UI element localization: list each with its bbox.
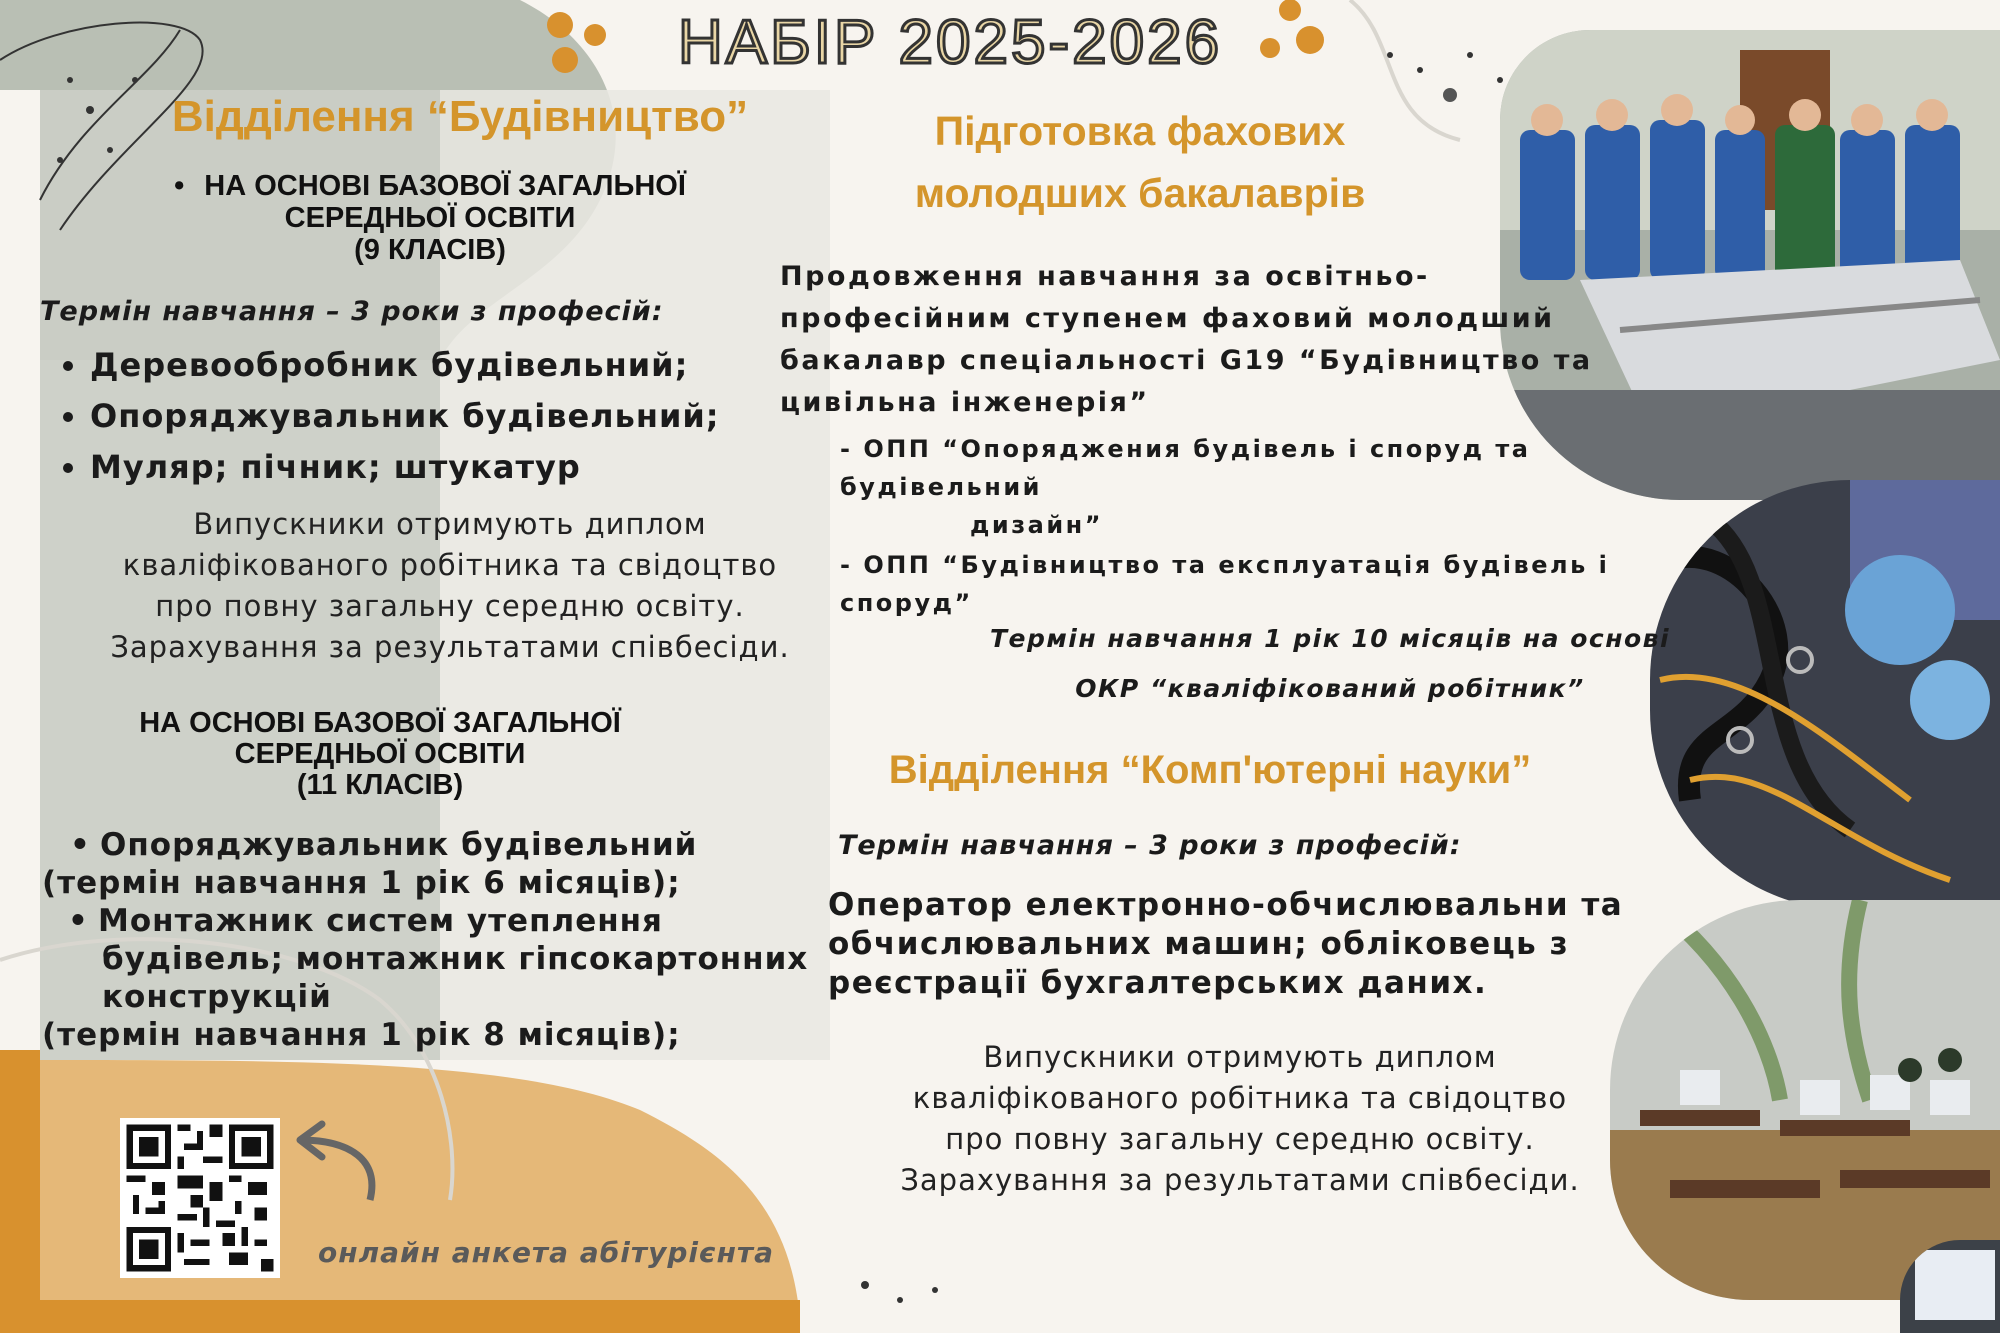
list-item: Монтажник систем утеплення <box>98 903 663 939</box>
cs-profession-line: обчислювальних машин; обліковець з <box>828 926 1570 962</box>
training-title-line2: молодших бакалаврів <box>914 170 1366 216</box>
cs-professions <box>828 886 1658 1003</box>
term-9-classes: Термін навчання – 3 роки з професій: <box>40 296 664 327</box>
professions-9-list <box>40 340 720 493</box>
graduates-line: Зарахування за результатами співбесіди. <box>900 1163 1580 1197</box>
continuation-line: Продовження навчання за освітньо- <box>780 261 1430 292</box>
list-item: • Опоряджувальник будівельний; <box>90 391 720 442</box>
program-line: - ОПП “Будівництво та експлуатація будівель і <box>840 551 1610 579</box>
cs-profession-line: Оператор електронно-обчислювальни та <box>828 887 1624 923</box>
list-item-cont: конструкцій <box>102 979 332 1015</box>
list-item-term: (термін навчання 1 рік 6 місяців); <box>42 865 681 901</box>
page-title: НАБІР 2025-2026 <box>677 8 1223 77</box>
term-okr-line2: ОКР “кваліфікований робітник” <box>1075 674 1585 703</box>
climbing-gear-photo <box>1650 480 2000 910</box>
computer-class-photo <box>1610 900 2000 1300</box>
base11-header-line3: (11 КЛАСІВ) <box>296 769 464 801</box>
list-item-term: (термін навчання 1 рік 8 місяців); <box>42 1017 681 1053</box>
program-line: будівельний <box>840 473 1042 501</box>
program-2 <box>840 546 1660 622</box>
program-line: споруд” <box>840 589 973 617</box>
continuation-line: професійним ступенем фаховий молодший <box>780 303 1555 334</box>
training-title <box>860 100 1420 224</box>
graduates-line: про повну загальну середню освіту. <box>945 1122 1535 1156</box>
cs-profession-line: реєстрації бухгалтерських даних. <box>828 965 1488 1001</box>
graduates-line: кваліфікованого робітника та свідоцтво <box>912 1081 1568 1115</box>
continuation-text <box>780 256 1630 424</box>
term-okr-line1: Термін навчання 1 рік 10 місяців на основі <box>989 624 1671 653</box>
qr-code[interactable] <box>120 1118 280 1278</box>
cs-dept-title: Відділення “Комп'ютерні науки” <box>888 748 1532 792</box>
graduates-line: кваліфікованого робітника та свідоцтво <box>122 548 778 582</box>
qr-caption[interactable]: онлайн анкета абітурієнта <box>318 1236 775 1269</box>
bullet-icon: • <box>68 903 89 939</box>
list-item: • Муляр; пічник; штукатур <box>90 442 720 493</box>
professions-11-list <box>42 826 822 1054</box>
construction-dept-title: Відділення “Будівництво” <box>171 92 749 141</box>
bullet-icon: • <box>70 827 91 863</box>
graduates-info-left <box>80 504 820 668</box>
program-line: - ОПП “Опоряджения будівель і споруд та <box>840 435 1531 463</box>
continuation-line: цивільна інженерія” <box>780 387 1150 418</box>
continuation-line: бакалавр спеціальності G19 “Будівництво та <box>780 345 1593 376</box>
base11-header-line2: СЕРЕДНЬОЇ ОСВІТИ <box>234 738 526 770</box>
program-line: дизайн” <box>970 511 1104 539</box>
list-item: • Деревообробник будівельний; <box>90 340 720 391</box>
list-item-cont: будівель; монтажник гіпсокартонних <box>102 941 809 977</box>
list-item: Опоряджувальник будівельний <box>100 827 698 863</box>
term-cs: Термін навчання – 3 роки з професій: <box>838 830 1462 861</box>
graduates-line: про повну загальну середню освіту. <box>155 589 745 623</box>
base9-header <box>90 170 770 266</box>
graduates-line: Випускники отримують диплом <box>983 1040 1497 1074</box>
qr-code-icon <box>120 1118 280 1278</box>
graduates-line: Випускники отримують диплом <box>193 507 707 541</box>
base11-header <box>80 708 680 801</box>
training-title-line1: Підготовка фахових <box>934 108 1346 154</box>
base11-header-line1: НА ОСНОВІ БАЗОВОЇ ЗАГАЛЬНОЇ <box>139 707 621 739</box>
graduates-info-right <box>870 1037 1610 1201</box>
base9-header-line3: (9 КЛАСІВ) <box>354 234 506 266</box>
program-1 <box>840 430 1660 544</box>
base9-header-line1: НА ОСНОВІ БАЗОВОЇ ЗАГАЛЬНОЇ <box>204 170 686 202</box>
bullet-icon: • <box>174 170 185 202</box>
term-okr <box>960 614 1700 714</box>
graduates-line: Зарахування за результатами співбесіди. <box>110 630 790 664</box>
base9-header-line2: СЕРЕДНЬОЇ ОСВІТИ <box>284 202 576 234</box>
